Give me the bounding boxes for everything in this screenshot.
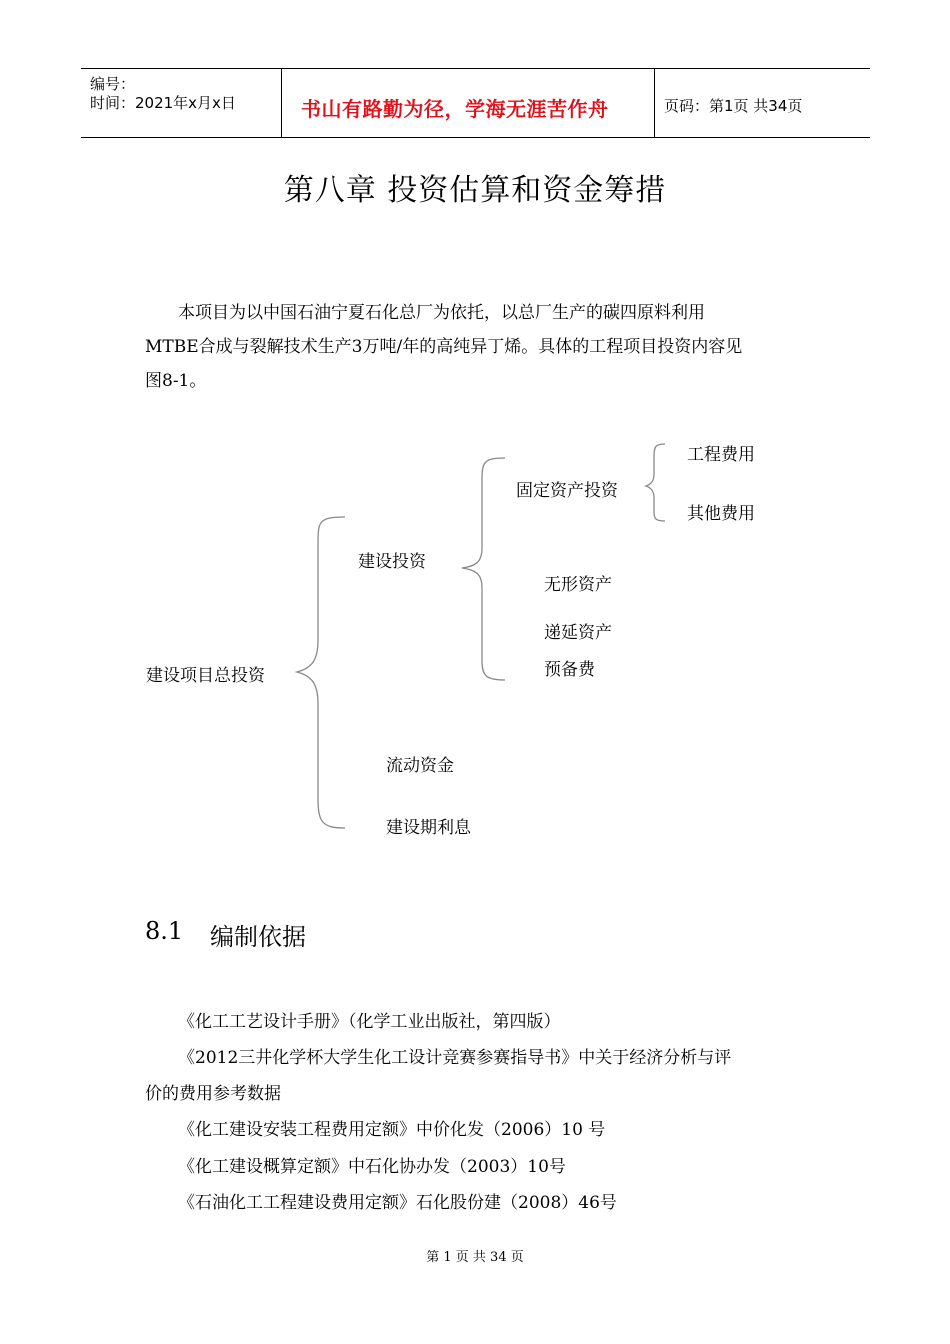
reference-5: 《石油化工工程建设费用定额》石化股份建（2008）46号 (178, 1193, 617, 1213)
tree-deferred-assets: 递延资产 (544, 623, 612, 643)
fixed-assets-brace (646, 444, 665, 521)
chapter-title: 第八章 投资估算和资金筹措 (283, 173, 667, 208)
tree-construction-investment: 建设投资 (358, 552, 426, 572)
intro-line-2: MTBE合成与裂解技术生产3万吨/年的高纯异丁烯。具体的工程项目投资内容见 (145, 337, 743, 357)
section-number: 8.1 (145, 917, 184, 945)
tree-working-capital: 流动资金 (386, 756, 454, 776)
construction-brace (462, 458, 505, 680)
reference-3: 《化工建设安装工程费用定额》中价化发（2006）10 号 (178, 1120, 606, 1140)
tree-fixed-assets: 固定资产投资 (516, 481, 618, 501)
document-time-label: 时间：2021年x月x日 (90, 94, 236, 112)
section-title: 编制依据 (210, 923, 306, 951)
tree-construction-interest: 建设期利息 (386, 818, 471, 838)
header-page-info: 页码：第1页 共34页 (664, 97, 803, 115)
intro-line-3: 图8-1。 (145, 371, 207, 391)
tree-intangible-assets: 无形资产 (544, 575, 612, 595)
tree-root-label: 建设项目总投资 (146, 666, 265, 686)
reference-2-line-2: 价的费用参考数据 (145, 1084, 281, 1104)
document-number-label: 编号： (90, 75, 136, 93)
tree-reserve-fund: 预备费 (544, 660, 595, 680)
intro-line-1: 本项目为以中国石油宁夏石化总厂为依托，以总厂生产的碳四原料利用 (178, 303, 705, 323)
reference-2-line-1: 《2012三井化学杯大学生化工设计竞赛参赛指导书》中关于经济分析与评 (178, 1048, 732, 1068)
tree-engineering-cost: 工程费用 (687, 445, 755, 465)
root-brace (297, 517, 345, 828)
header-motto: 书山有路勤为径，学海无涯苦作舟 (301, 97, 609, 121)
reference-1: 《化工工艺设计手册》（化学工业出版社，第四版） (178, 1012, 561, 1032)
tree-other-cost: 其他费用 (687, 504, 755, 524)
reference-4: 《化工建设概算定额》中石化协办发（2003）10号 (178, 1157, 566, 1177)
page-footer: 第 1 页 共 34 页 (426, 1250, 524, 1265)
